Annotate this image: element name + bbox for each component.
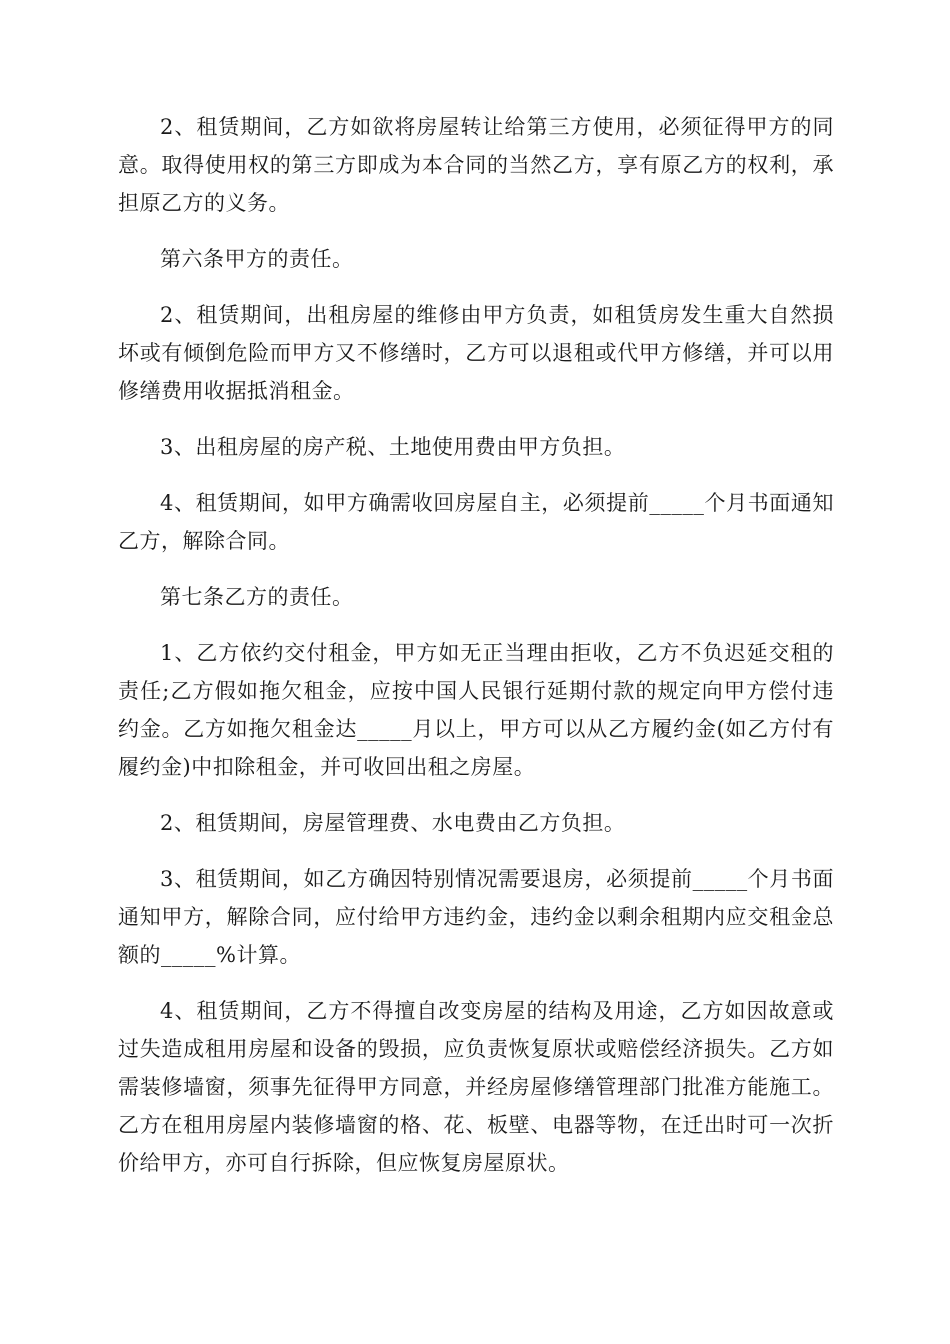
paragraph-lessor-tax: 3、出租房屋的房产税、土地使用费由甲方负担。 <box>160 435 626 459</box>
heading-article-6: 第六条甲方的责任。 <box>160 247 354 271</box>
paragraph-lessee-alteration: 4、租赁期间，乙方不得擅自改变房屋的结构及用途，乙方如因故意或过失造成租用房屋和设备的毁损，应负责恢复原状或赔偿经济损失。乙方如需装修墙窗，须事先征得甲方同意，并经房屋修缮管理部门批准方能施工。乙方在租用房屋内装修墙窗的格、花、板壁、电器等物，在迁出时可一次折价给甲方，亦可自行拆除，但应恢复房屋原状。 <box>118 999 834 1175</box>
heading-article-7: 第七条乙方的责任。 <box>160 585 354 609</box>
paragraph-lessee-termination: 3、租赁期间，如乙方确因特别情况需要退房，必须提前_____个月书面通知甲方，解除合同，应付给甲方违约金，违约金以剩余租期内应交租金总额的_____%计算。 <box>118 867 834 967</box>
paragraph-lessor-notice: 4、租赁期间，如甲方确需收回房屋自主，必须提前_____个月书面通知乙方，解除合同。 <box>118 491 834 553</box>
paragraph-lessee-rent: 1、乙方依约交付租金，甲方如无正当理由拒收，乙方不负迟延交租的责任;乙方假如拖欠租金，应按中国人民银行延期付款的规定向甲方偿付违约金。乙方如拖欠租金达_____月以上，甲方可以从乙方履约金(如乙方付有履约金)中扣除租金，并可收回出租之房屋。 <box>118 641 834 779</box>
paragraph-lessor-repair: 2、租赁期间，出租房屋的维修由甲方负责，如租赁房发生重大自然损坏或有倾倒危险而甲方又不修缮时，乙方可以退租或代甲方修缮，并可以用修缮费用收据抵消租金。 <box>118 303 834 403</box>
paragraph-lessee-fees: 2、租赁期间，房屋管理费、水电费由乙方负担。 <box>160 811 626 835</box>
paragraph-transfer-clause: 2、租赁期间，乙方如欲将房屋转让给第三方使用，必须征得甲方的同意。取得使用权的第三方即成为本合同的当然乙方，享有原乙方的权利，承担原乙方的义务。 <box>118 115 834 215</box>
document-page <box>118 108 834 1200</box>
